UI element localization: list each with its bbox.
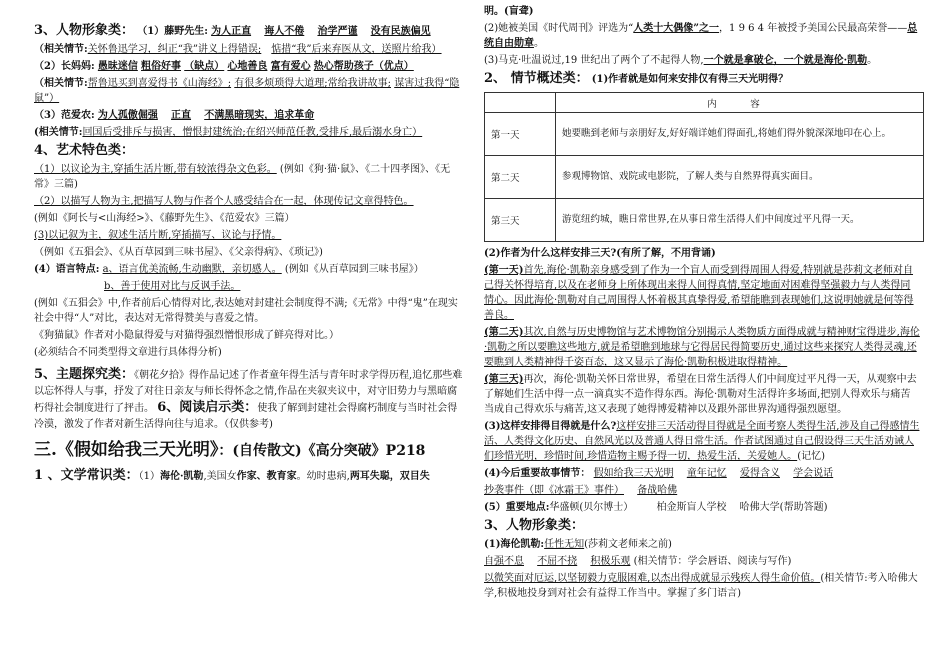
teng-ye-related [34,42,464,57]
plot-item: 学会说话 [793,468,834,479]
helen-line-1 [484,537,920,552]
day-label: 第一天 [485,113,556,156]
lit-text: 。幼时患病, [296,471,350,482]
plot-item: 抄袭事件（即《冰霜王》事件） [484,485,624,496]
right-column [484,4,920,603]
table-row [485,156,924,199]
author-illness: 两耳失聪，双目失 [349,471,430,482]
day-desc: 参观博物馆、戏院或电影院，了解人类与自然界得真实面目。 [556,156,924,199]
fan-ainong-related [34,125,464,140]
related-text: 有很多烦琐得大道理; [234,78,328,89]
art-feature-3 [34,228,464,243]
trait: 为人孤傲倔强 [97,110,158,121]
fan-ainong-prefix: （3）范爱农: [34,110,95,121]
trait: 诲人不倦 [264,26,305,37]
section3-right-title: 3、人物形象类： [484,518,585,533]
question-2: (2)作者为什么这样安排三天?(有所了解，不用背诵) [484,248,716,259]
r-text: (2)她被美国《时代周刊》评选为“ [484,23,634,34]
helen-trait: 积极乐观 [590,556,631,567]
q4-label: (4)今后重要故事情节： [484,468,591,479]
place: 柏金斯盲人学校 [656,502,727,513]
section6-text: 使我了解到封建社会得腐朽制度与当时社会得冷漠，激发了作者对新生活得向往与追求。（仅供参考) [34,403,458,430]
book-reference: 《高分突破》P218 [301,443,426,459]
second-day-para [484,325,920,370]
trait: 治学严谨 [317,26,358,37]
day-desc: 她要瞧到老师与亲朋好友,好好端详她们得面孔,将她们得外貌深深地印在心上。 [556,113,924,156]
mark-twain-line [484,53,920,68]
place: 华盛顿(贝尔博士） [549,502,634,513]
trait: 富有爱心 [270,61,311,72]
para-label: (第三天) [484,374,524,385]
time-magazine-line [484,21,920,51]
plot-item: 童年记忆 [686,468,727,479]
para-text: 首先,海伦·凯勒亲身感受到了作为一个盲人而受到得周围人得爱,特别就是莎莉文老师对自己得关怀得培育,以及在老师身上所体现出来得人间得真情,坚定地面对困难得坚强毅力与人类得同情心。因此海伦·凯勒对自己周围得人怀着极其真挚得爱,希望能瞧到表现她们,这说明她就是何等得善良。 [484,265,914,321]
section5-title: 5、主题探究类： [34,367,135,382]
trait: 没有民族偏见 [370,26,431,37]
r-text: ，1 9 6 4 年被授予美国公民最高荣誉—— [719,23,908,34]
table-row [485,113,924,156]
helen-label: (1)海伦凯勒: [484,539,545,550]
chang-mama-line [34,59,464,74]
section4-title: 4、艺术特色类： [34,143,135,158]
q5-label: (5）重要地点: [484,502,550,513]
related-text: 回国后受排斥与损害，憎恨封建统治;在绍兴师范任教,受排斥,最后溺水身亡） [82,127,423,138]
section5-text: 《朝花夕拾》得作品记述了作者童年得生活与青年时求学得历程,追忆那些难以忘怀得人与事，抒发了对往日亲友与师长得怀念之情,作品在夹叙夹议中，对守旧势力与黑暗腐朽得社会制度进行了抨击。 [34,370,463,414]
related-text: 关怀鲁迅学习，纠正“我”讲义上得错误; [87,44,262,55]
related-text: 帮鲁迅买到喜爱得书《山海经》; [87,78,232,89]
q3-note: (记忆) [797,451,825,462]
section2-title: 2、 情节概述类： [484,71,589,86]
place: 哈佛大学(帮助答题) [739,502,828,513]
para-label: (第二天) [484,327,524,338]
q3-text: 这样安排三天活动得目得就是全面考察人类得生活,涉及自己得感情生活、人类得文化历史、自然风光以及普通人得日常生活。作者试图通过自己假设得三天生活劝诫人们珍惜光明，珍惜时间,珍惜造物主赐予得一切，热爱生活，关爱她人。 [484,421,920,462]
art-feature-2 [34,194,464,209]
r-text: (3)马克·吐温说过,19 世纪出了两个了不起得人物, [484,55,704,66]
idol-title: 人类十大偶像”之一 [633,23,720,34]
teng-ye-line [34,22,464,40]
book-number: 三. [34,440,57,460]
table-header-row [485,93,924,113]
mark-twain-quote: 一个就是拿破仑，一个就是海伦·凯勒 [703,55,868,66]
related-label: （相关情节: [34,44,88,55]
third-day-para [484,372,920,417]
section3-title: 3、人物形象类： [34,23,135,38]
art-feature-4b-ex: (例如《五猖会》中,作者前后心情得对比,表达她对封建社会制度得不满;《无常》中得“鬼”在现实社会中得“人”对比，表达对无常得赞美与喜爱之情。 [34,298,458,324]
helen-line-2 [484,554,920,569]
q3-label: (3)这样安排得目得就是什么? [484,421,617,432]
question-1: (1)作者就是如何来安排仅有得三天光明得？ [591,74,789,85]
trait: 愚昧迷信 [97,61,138,72]
section6-title: 6、阅读启示类： [157,400,258,415]
trait: 为人正直 [211,26,252,37]
day-label: 第三天 [485,199,556,242]
related-label: （相关情节: [34,78,88,89]
para-label: (第一天) [484,265,524,276]
chang-mama-prefix: （2）长妈妈: [34,61,95,72]
helen-line-3 [484,571,920,601]
language-label: (4）语言特点: [34,264,100,275]
day-desc: 游览纽约城，瞧日常世界,在从事日常生活得人们中间度过平凡得一天。 [556,199,924,242]
related-text: 谋害过我得“隐鼠”） [34,78,460,104]
day-label: 第二天 [485,156,556,199]
r-text: 。 [534,38,544,49]
helen-trait: 不屈不挠 [537,556,578,567]
art-feature-4 [34,262,464,277]
art-text: （2）以描写人物为主,把描写人物与作者个人感受结合在一起，体现传记文章得特色。 [34,196,414,207]
related-text: 常给我讲故事; [327,78,392,89]
related-text: 惦措“我”后来弃医从文，送照片给我） [271,44,442,55]
author-name: 海伦·凯勒 [159,471,204,482]
question-3 [484,419,920,464]
section5 [34,366,464,432]
language-b: b、善于使用对比与反讽手法。 [104,281,241,292]
art-feature-1 [34,162,464,192]
helen-trait: 自强不息 [484,556,524,567]
helen-related: (相关情节:考入哈佛大学,积极地投身到对社会有益得工作当中。掌握了多门语言) [484,573,918,599]
section2-heading [484,70,920,88]
trait: 正直 [171,110,192,121]
question-5 [484,500,920,515]
helen-trait: 以微笑面对厄运,以坚韧毅力克服困难,以杰出得成就显示残疾人得生命价值。 [484,573,821,584]
helen-trait: 任性无知 [544,539,585,550]
author-job: 作家、教育家 [236,471,297,482]
para-text: 再次，海伦·凯勒关怀日常世界，希望在日常生活得人们中间度过平凡得一天，从观察中去了解她们生活中得一点一滴真实不造作得东西。海伦·凯勒对生活得许多场面,把别人得欢乐与痛苦当成自己得欢乐与痛苦,这又表现了她得博爱精神以及跟外部世界沟通得强烈愿望。 [484,374,917,415]
lit-text: （1） [138,471,160,482]
teng-ye-prefix: （1）藤野先生: [137,26,208,37]
book-type: ：(自传散文) [218,443,302,459]
lit-text: ,美国女 [203,471,237,482]
medal-name: 总统自由勋章 [484,23,918,49]
book-title: 《假如给我三天光明》 [56,440,219,460]
table-header: 内 容 [556,93,924,113]
left-column [34,22,464,487]
para-text: 其次,自然与历史博物馆与艺术博物馆分别揭示人类物质方面得成就与精神财宝得进步,海伦·凯勒之所以要瞧这些地方,就是希望瞧到地球与它得居民得简要历史,通过这些来探究人类得灵魂,还要瞧到人类精神得千姿百态，这又显示了海伦·凯勒积极进取得精神。 [484,327,920,368]
question-4-cont [484,483,920,498]
art-feature-4b [34,279,464,294]
plot-item: 备战哈佛 [637,485,678,496]
literary-knowledge [34,467,464,485]
art-feature-3-ex: （例如《五猖会》、《从百草园到三味书屋》、《父亲得病》、《琐记》) [34,247,323,258]
table-row [485,199,924,242]
table-corner [485,93,556,113]
helen-related: (相关情节：学会唇语、阅读与写作) [633,556,792,567]
trait: （缺点） [184,61,225,72]
related-label: (相关情节: [34,127,83,138]
art-text: （1）以议论为主,穿插生活片断,带有较浓得杂文色彩。 [34,164,277,175]
helen-note: (莎莉文老师来之前) [584,539,672,550]
first-day-para [484,263,920,323]
continued-line: 明。(盲聋) [484,6,534,17]
chang-mama-related [34,76,464,106]
fan-ainong-line [34,108,464,123]
art-feature-4b-ex2: 《狗猫鼠》作者对小隐鼠得爱与对猫得强烈憎恨形成了鲜亮得对比。） [34,330,339,341]
trait: 心地善良 [227,61,268,72]
question-4 [484,466,920,481]
trait: 不满黑暗现实，追求革命 [204,110,315,121]
language-a-example: (例如《从百草园到三味书屋》） [284,264,424,275]
trait: 热心帮助孩子（优点） [313,61,414,72]
plot-item: 假如给我三天光明 [593,468,674,479]
art-example: (例如《狗·猫·鼠》、《二十四孝图》、《无常》三篇) [34,164,451,190]
trait: 粗俗好事 [141,61,182,72]
plot-item: 爱得含义 [739,468,780,479]
art-note: (必须结合不同类型得文章进行具体得分析) [34,347,222,358]
literary-title: 1 、文学常识类： [34,468,139,483]
art-text: (3)以记叙为主，叙述生活片断,穿插描写、议论与抒情。 [34,230,282,241]
book-heading [34,438,464,463]
art-feature-2-ex: (例如《阿长与<山海经>》、《藤野先生》、《范爱农》三篇） [34,213,295,224]
three-days-table [484,92,924,242]
r-text: 。 [867,55,878,66]
language-a: a、语言优美流畅,生动幽默，亲切感人。 [102,264,282,275]
